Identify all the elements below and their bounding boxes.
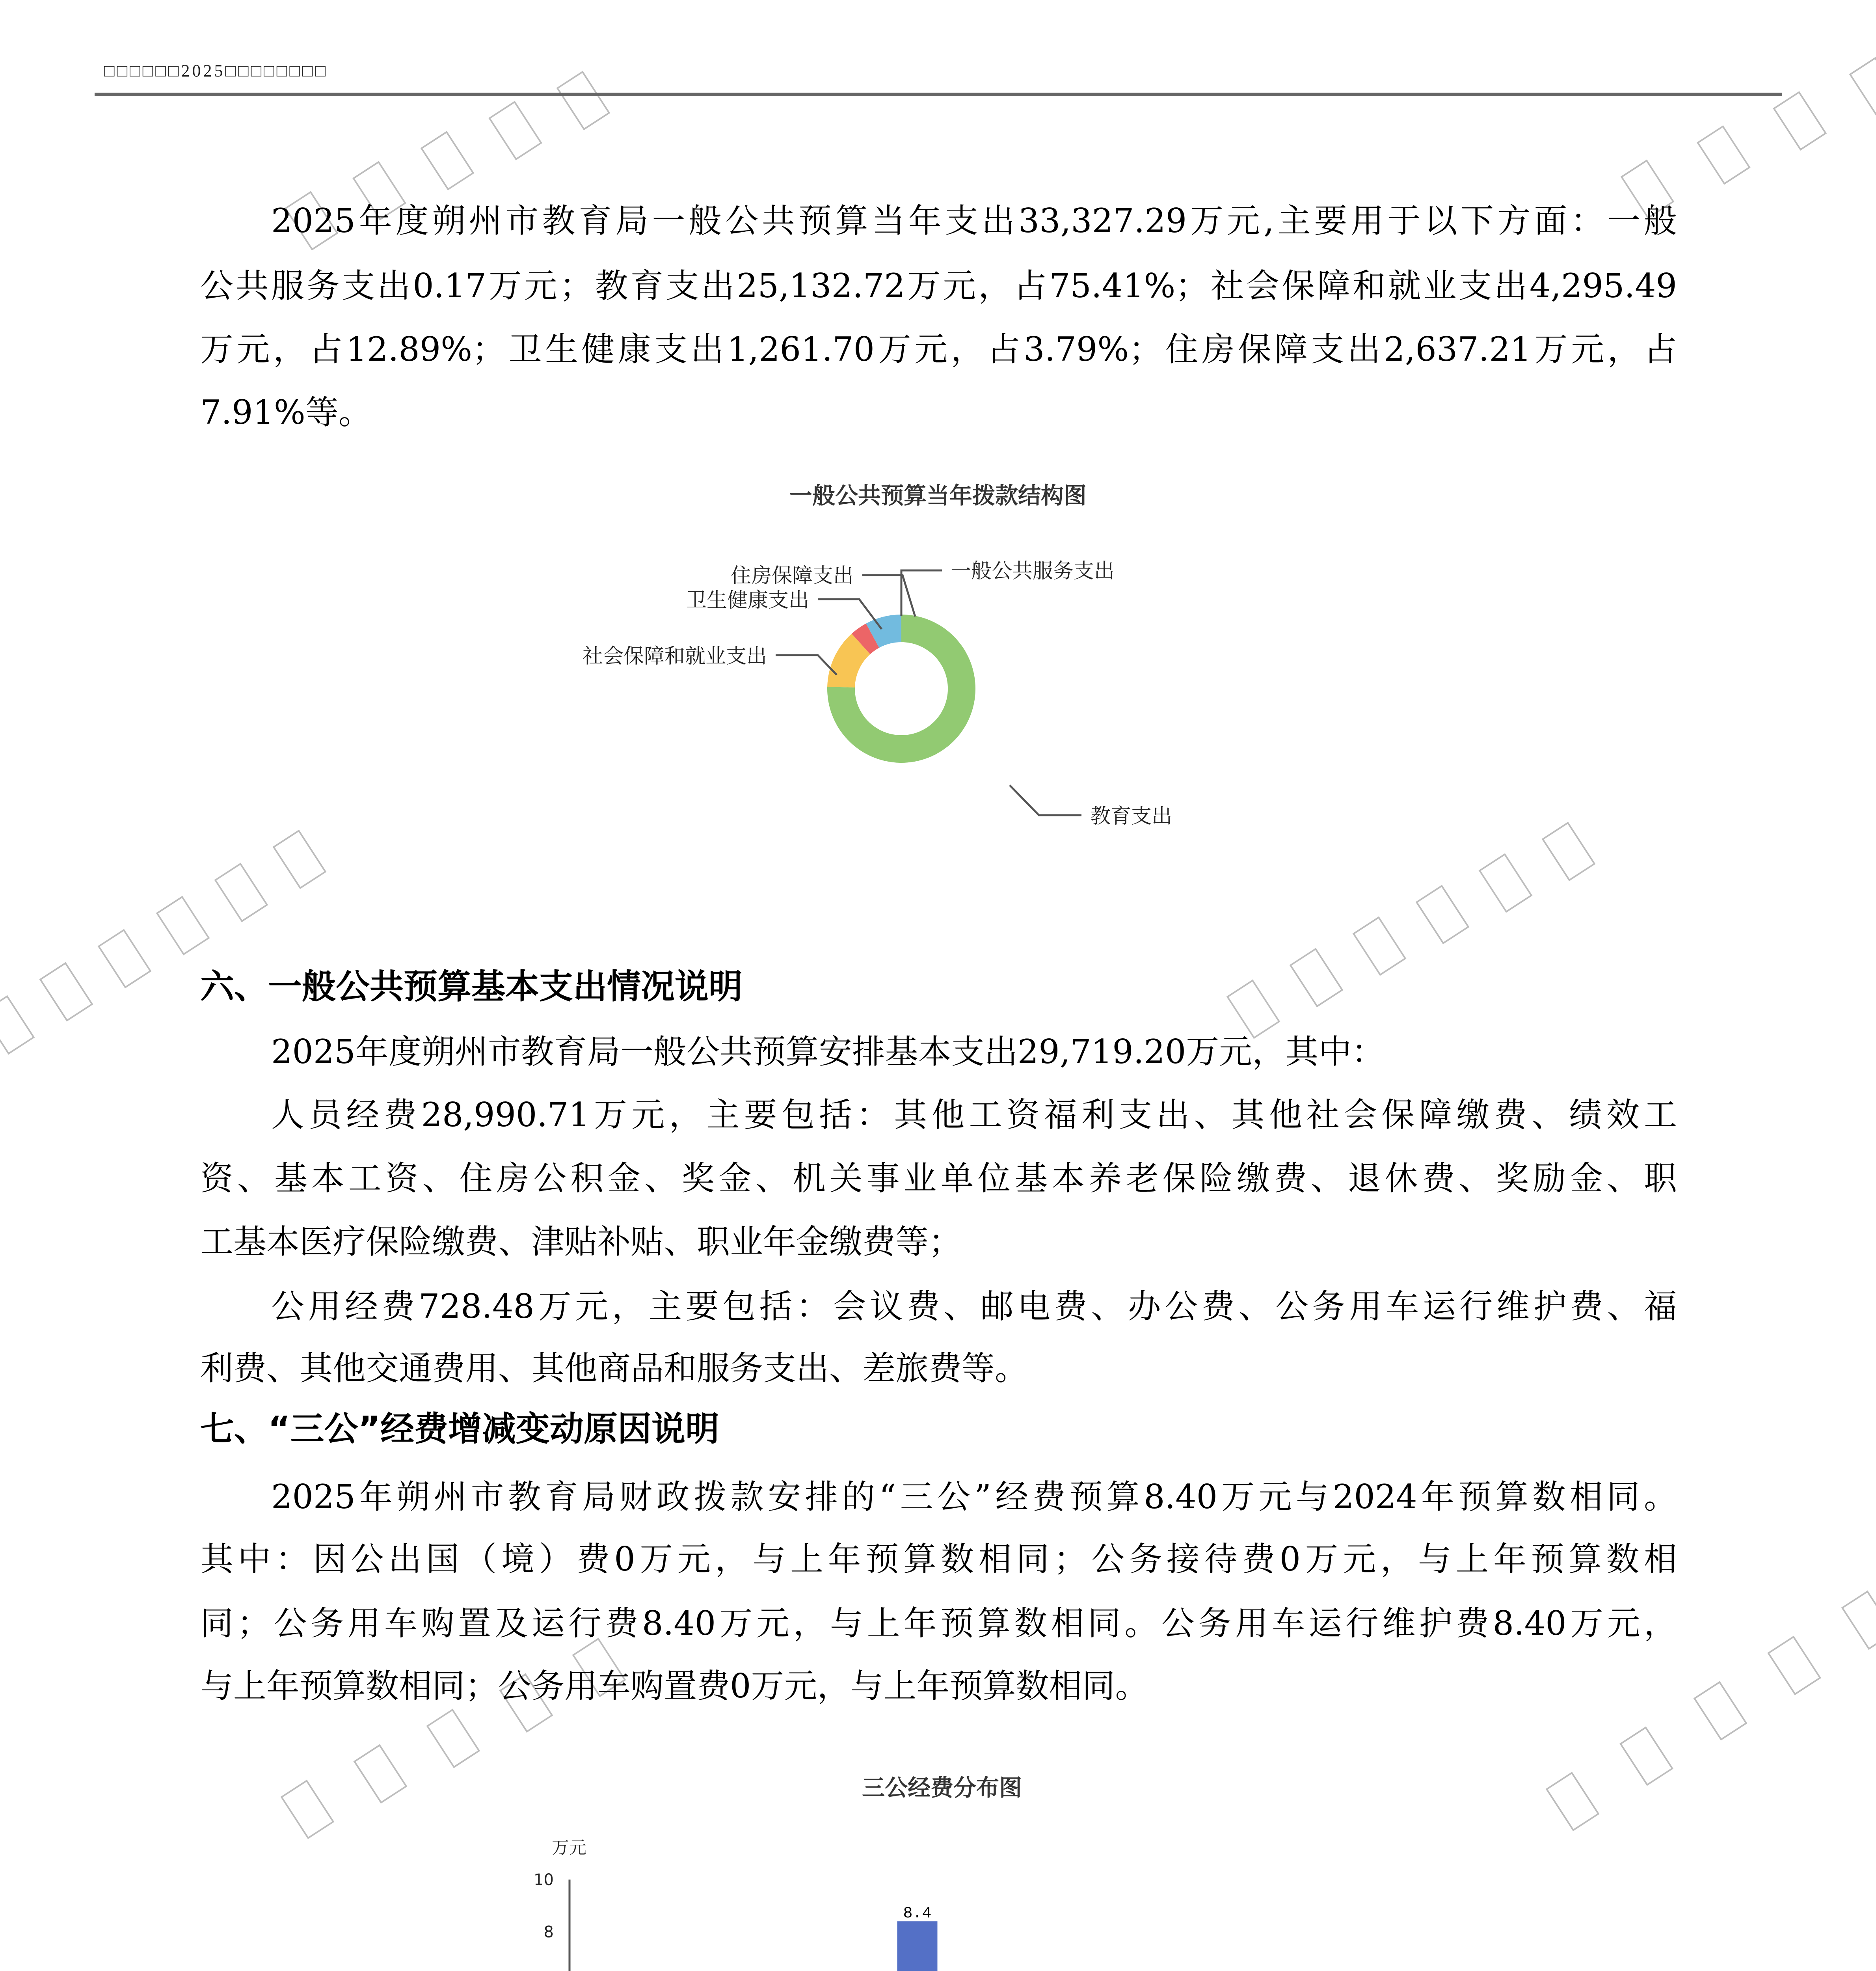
text-line: 工基本医疗保险缴费、津贴补贴、职业年金缴费等；: [200, 1222, 962, 1261]
section-heading-7: 七、“三公”经费增减变动原因说明: [200, 1409, 720, 1449]
watermark-glyph-box: [99, 930, 150, 987]
text-line: 利费、其他交通费用、其他商品和服务支出、差旅费等。: [200, 1349, 1028, 1388]
y-tick-label: 8: [543, 1923, 554, 1941]
watermark-glyph-box: [354, 1745, 406, 1802]
text-line: 2025年度朔州市教育局一般公共预算当年支出33,327.29万元,主要用于以下方面：一般: [271, 201, 1677, 240]
section-heading-6: 六、一般公共预算基本支出情况说明: [200, 967, 743, 1006]
donut-chart: [0, 0, 1876, 907]
watermark-glyph-box: [1694, 1682, 1746, 1739]
watermark-glyph-box: [40, 963, 92, 1020]
slice-label-social-security: 社会保障和就业支出: [582, 645, 767, 668]
text-line: 公用经费728.48万元，主要包括：会议费、邮电费、办公费、公务用车运行维护费、福: [271, 1287, 1677, 1326]
bar-chart: [0, 1813, 1876, 1971]
text-line: 2025年朔州市教育局财政拨款安排的“三公”经费预算8.40万元与2024年预算数相同。: [271, 1477, 1677, 1516]
slice-label-housing: 住房保障支出: [730, 564, 854, 588]
slice-label-general-services: 一般公共服务支出: [951, 559, 1115, 583]
watermark-glyph-box: [1353, 917, 1405, 974]
text-line: 其中：因公出国（境）费0万元，与上年预算数相同；公务接待费0万元，与上年预算数相: [200, 1540, 1677, 1578]
text-line: 人员经费28,990.71万元，主要包括：其他工资福利支出、其他社会保障缴费、绩效工: [271, 1095, 1677, 1134]
text-line: 万元，占12.89%；卫生健康支出1,261.70万元，占3.79%；住房保障支出2,637.21万元，占: [200, 330, 1677, 369]
y-tick-label: 10: [534, 1871, 554, 1889]
watermark-glyph-box: [427, 1710, 479, 1767]
watermark-glyph-box: [1768, 1637, 1820, 1694]
text-line: 同；公务用车购置及运行费8.40万元，与上年预算数相同。公务用车运行维护费8.40万元，: [200, 1604, 1677, 1643]
watermark-glyph-box: [1290, 949, 1342, 1006]
leader-line-education: [1010, 785, 1081, 815]
text-line: 2025年度朔州市教育局一般公共预算安排基本支出29,719.20万元，其中：: [271, 1032, 1385, 1071]
running-header: □□□□□□2025□□□□□□□□: [104, 61, 328, 80]
slice-label-health: 卫生健康支出: [686, 589, 809, 612]
slice-label-education: 教育支出: [1090, 805, 1172, 828]
watermark-glyph-box: [0, 996, 34, 1053]
watermark-glyph-box: [1842, 1591, 1876, 1649]
text-line: 7.91%等。: [200, 393, 372, 432]
bar-data-label: 8.4: [903, 1905, 932, 1923]
y-axis-unit-label: 万元: [552, 1838, 586, 1858]
bar-chart-title: 三公经费分布图: [862, 1774, 1022, 1801]
text-line: 公共服务支出0.17万元；教育支出25,132.72万元，占75.41%；社会保障和就业支出4,295.49: [200, 266, 1677, 305]
bar: [897, 1921, 938, 1971]
watermark-glyph-box: [1227, 980, 1279, 1038]
text-line: 与上年预算数相同；公务用车购置费0万元，与上年预算数相同。: [200, 1667, 1148, 1705]
donut-chart-title: 一般公共预算当年拨款结构图: [789, 482, 1087, 509]
leader-line-social-security: [776, 655, 837, 675]
leader-line-housing: [862, 575, 915, 617]
text-line: 资、基本工资、住房公积金、奖金、机关事业单位基本养老保险缴费、退休费、奖励金、职: [200, 1159, 1677, 1198]
watermark-glyph-box: [1621, 1727, 1672, 1785]
